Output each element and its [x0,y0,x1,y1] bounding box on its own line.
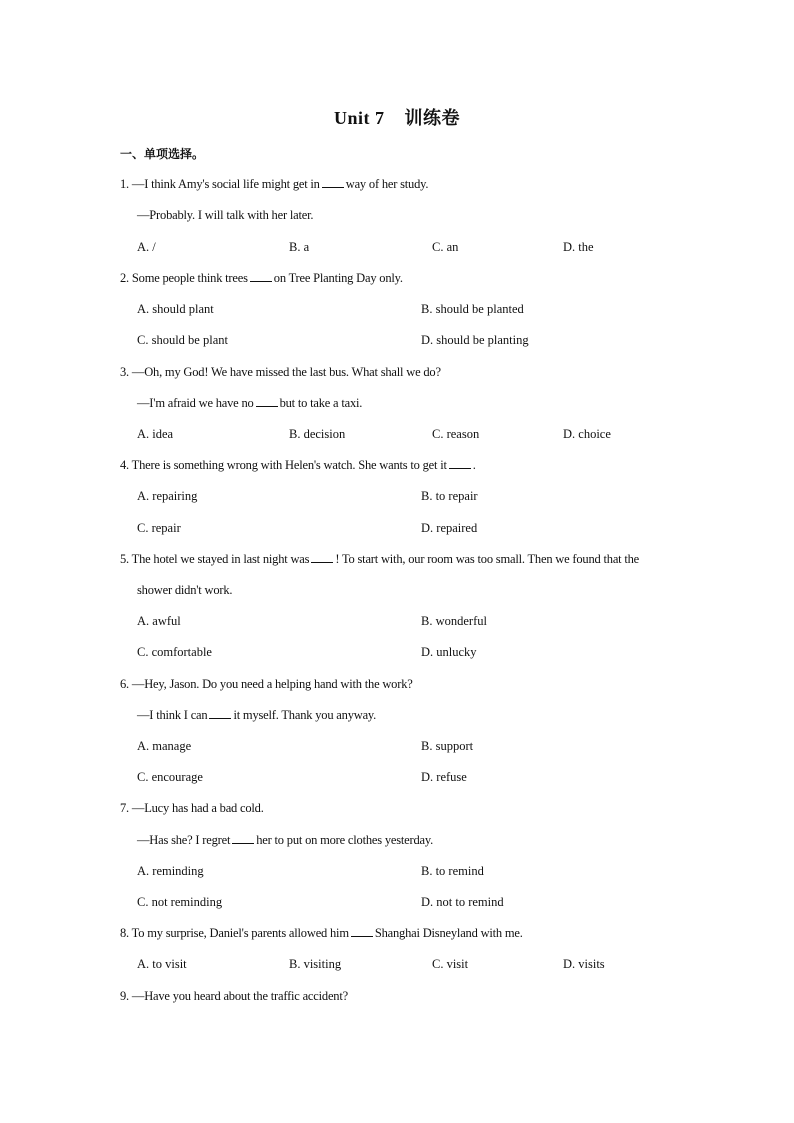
question-1-reply: —Probably. I will talk with her later. [137,208,314,222]
q4-option-c: C. repair [137,521,181,535]
q3-option-b: B. decision [289,427,346,441]
q1-option-c: C. an [432,240,459,254]
question-2-stem: 2. Some people think trees on Tree Planting Day only. [120,271,403,285]
q8-option-c: C. visit [432,957,469,971]
question-8-stem: 8. To my surprise, Daniel's parents allowed him Shanghai Disneyland with me. [120,926,523,940]
answer-blank [209,708,231,719]
question-7-reply: —Has she? I regret her to put on more clothes yesterday. [137,833,434,847]
q1-option-b: B. a [289,240,310,254]
answer-blank [232,833,254,844]
q5-option-b: B. wonderful [421,614,487,628]
q3-option-d: D. choice [563,427,611,441]
question-7-stem: 7. —Lucy has had a bad cold. [120,801,264,815]
q2-option-b: B. should be planted [421,302,524,316]
q2-option-c: C. should be plant [137,333,228,347]
paper-name: 训练卷 [404,108,460,128]
q8-option-b: B. visiting [289,957,342,971]
q5-option-d: D. unlucky [421,645,477,659]
q6-option-c: C. encourage [137,770,203,784]
q6-option-a: A. manage [137,739,192,753]
question-3-stem: 3. —Oh, my God! We have missed the last bus. What shall we do? [120,365,441,379]
q3-option-c: C. reason [432,427,480,441]
question-5-continuation: shower didn't work. [137,583,233,597]
q4-option-a: A. repairing [137,489,198,503]
answer-blank [250,271,272,282]
answer-blank [322,177,344,188]
q1-option-a: A. / [137,240,156,254]
q6-option-d: D. refuse [421,770,467,784]
q6-option-b: B. support [421,739,474,753]
q8-option-a: A. to visit [137,957,187,971]
question-9-stem: 9. —Have you heard about the traffic accident? [120,989,348,1003]
page-title [0,104,794,130]
q7-option-a: A. reminding [137,864,204,878]
q4-option-d: D. repaired [421,521,478,535]
answer-blank [256,396,278,407]
question-6-stem: 6. —Hey, Jason. Do you need a helping hand with the work? [120,677,413,691]
q7-option-c: C. not reminding [137,895,223,909]
q1-option-d: D. the [563,240,594,254]
answer-blank [449,458,471,469]
answer-blank [311,552,333,563]
answer-blank [351,926,373,937]
question-3-reply: —I'm afraid we have no but to take a taxi. [137,396,363,410]
q5-option-a: A. awful [137,614,181,628]
question-6-reply: —I think I can it myself. Thank you anyway. [137,708,377,722]
q5-option-c: C. comfortable [137,645,212,659]
q2-option-d: D. should be planting [421,333,529,347]
question-1-stem: 1. —I think Amy's social life might get in way of her study. [120,177,429,191]
q4-option-b: B. to repair [421,489,478,503]
q3-option-a: A. idea [137,427,174,441]
q2-option-a: A. should plant [137,302,214,316]
section-heading: 一、单项选择。 [120,147,205,161]
q7-option-d: D. not to remind [421,895,504,909]
question-5-stem: 5. The hotel we stayed in last night was ! To start with, our room was too small. Then we found that the [120,552,640,566]
q8-option-d: D. visits [563,957,605,971]
q7-option-b: B. to remind [421,864,484,878]
question-4-stem: 4. There is something wrong with Helen's watch. She wants to get it . [120,458,476,472]
unit-label: Unit 7 [333,108,385,128]
